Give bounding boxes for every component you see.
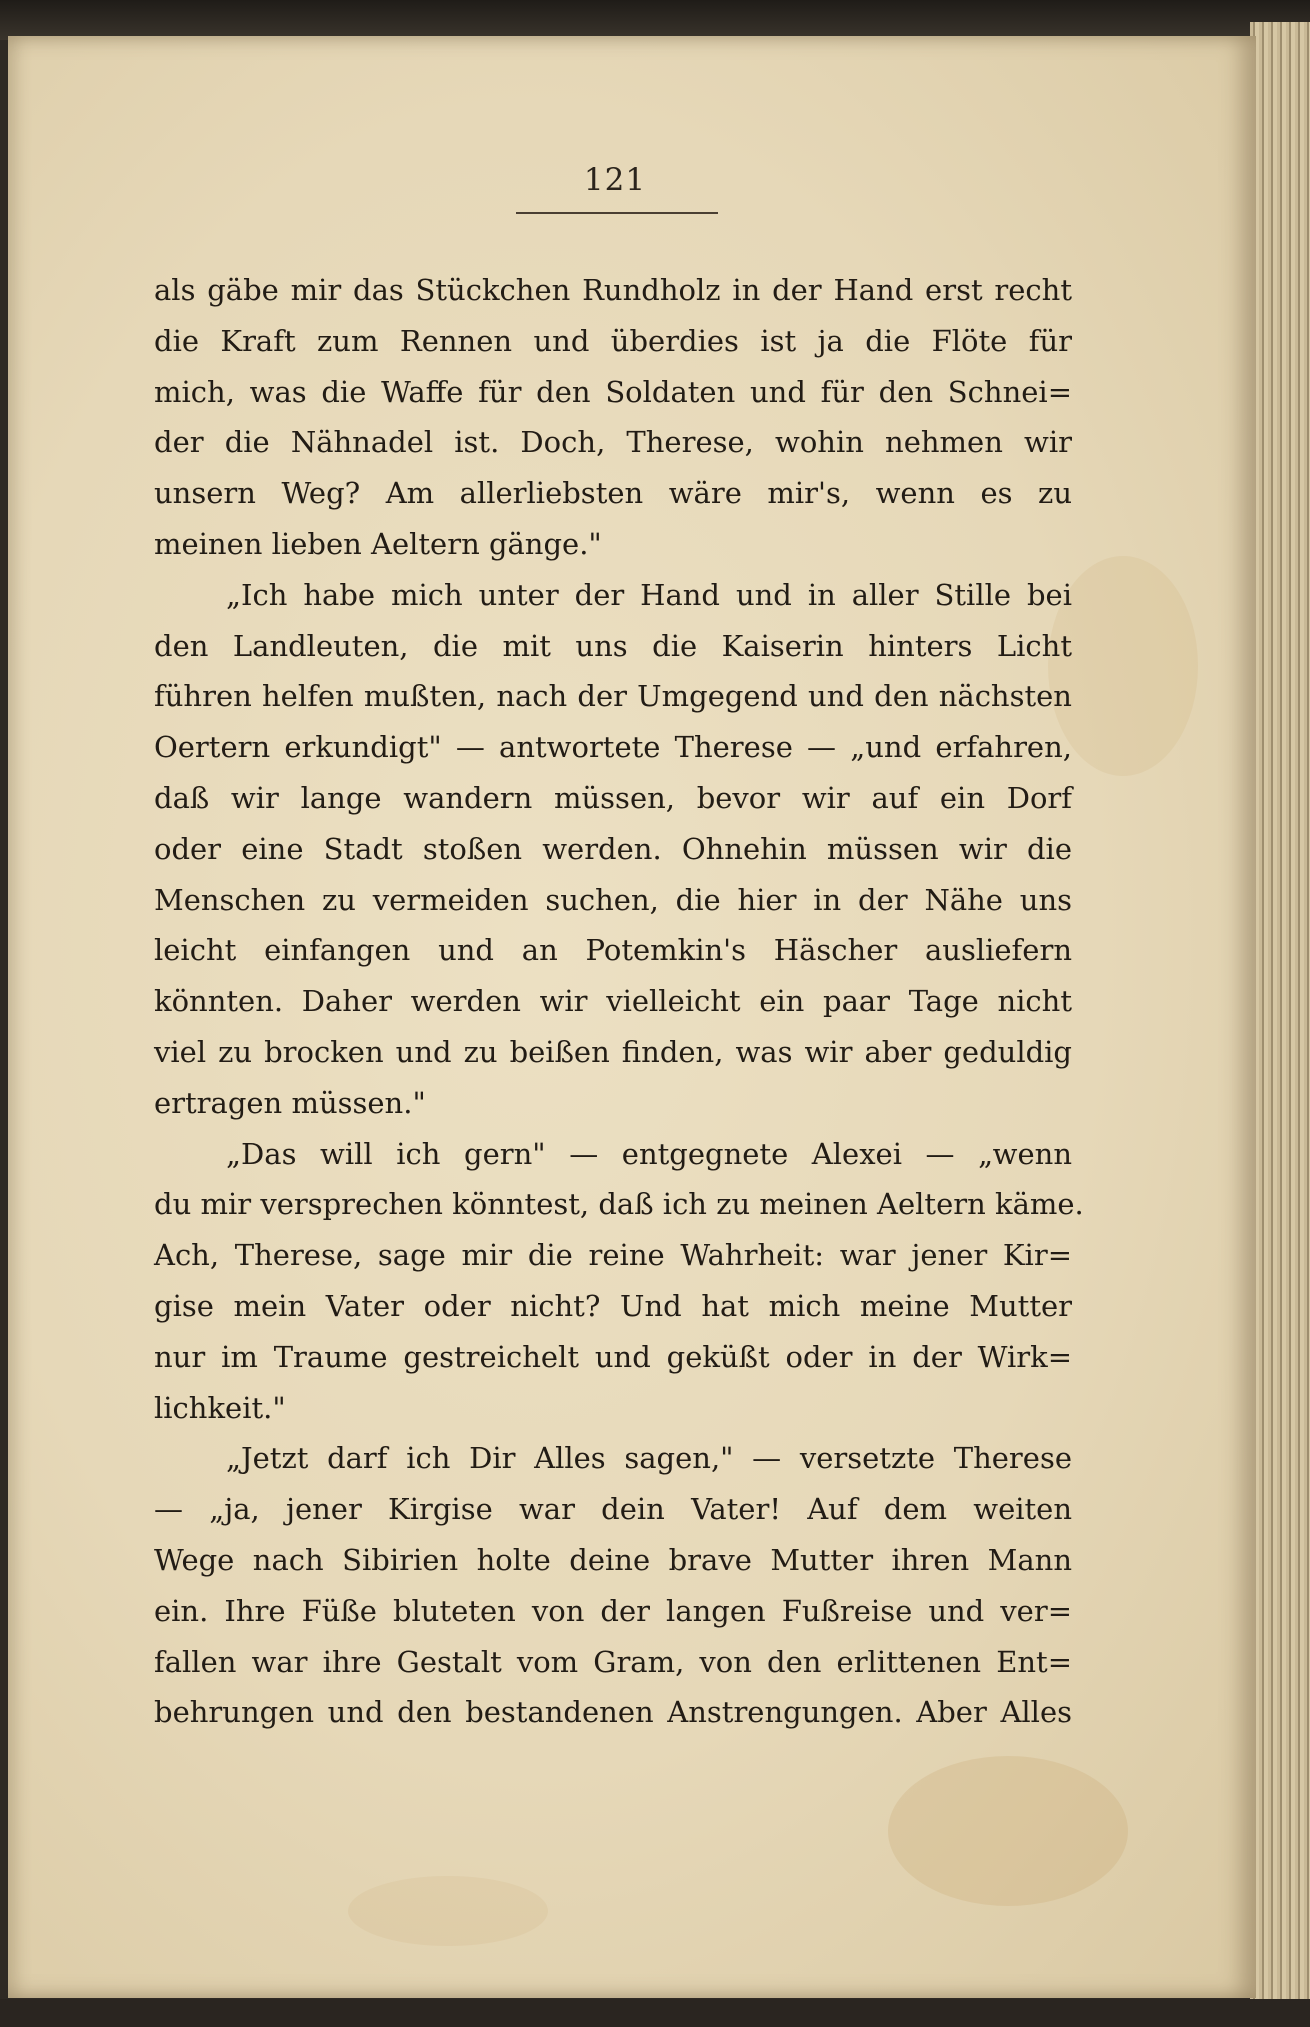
text-line: unsern Weg? Am allerliebsten wäre mir's, wenn es zu xyxy=(154,476,1072,511)
text-line: den Landleuten, die mit uns die Kaiserin hinters Licht xyxy=(154,628,1072,663)
book-cover-bottom-edge xyxy=(0,1999,1310,2027)
book-cover-top-edge xyxy=(0,0,1310,40)
text-line: der die Nähnadel ist. Doch, Therese, wohin nehmen wir xyxy=(154,425,1072,460)
paper-stain xyxy=(888,1756,1128,1906)
text-line: ertragen müssen." xyxy=(154,1085,426,1120)
text-line: „Ich habe mich unter der Hand und in aller Stille bei xyxy=(226,577,1072,612)
text-line: Menschen zu vermeiden suchen, die hier in der Nähe uns xyxy=(154,882,1072,917)
page-stack-edge xyxy=(1250,22,1310,2007)
text-line: nur im Traume gestreichelt und geküßt oder in der Wirk= xyxy=(154,1339,1072,1374)
text-line: fallen war ihre Gestalt vom Gram, von den erlittenen Ent= xyxy=(154,1644,1072,1679)
text-line: viel zu brocken und zu beißen finden, was wir aber geduldig xyxy=(154,1034,1072,1069)
text-line: die Kraft zum Rennen und überdies ist ja die Flöte für xyxy=(154,323,1072,358)
text-line: lichkeit." xyxy=(154,1390,286,1425)
text-line: Wege nach Sibirien holte deine brave Mutter ihren Mann xyxy=(154,1542,1072,1577)
text-line: daß wir lange wandern müssen, bevor wir auf ein Dorf xyxy=(154,780,1072,815)
body-text xyxy=(154,265,1084,1738)
text-line: du mir versprechen könntest, daß ich zu meinen Aeltern käme. xyxy=(154,1187,1084,1222)
text-line: Ach, Therese, sage mir die reine Wahrheit: war jener Kir= xyxy=(154,1238,1072,1273)
text-line: ein. Ihre Füße bluteten von der langen Fußreise und ver= xyxy=(154,1593,1072,1628)
text-line: Oertern erkundigt" — antwortete Therese — „und erfahren, xyxy=(154,730,1072,765)
text-line: als gäbe mir das Stückchen Rundholz in der Hand erst recht xyxy=(154,273,1072,307)
text-line: führen helfen mußten, nach der Umgegend und den nächsten xyxy=(154,679,1072,714)
text-line: „Das will ich gern" — entgegnete Alexei — „wenn xyxy=(226,1136,1072,1171)
page-number: 121 xyxy=(583,162,647,198)
text-line: meinen lieben Aeltern gänge." xyxy=(154,526,602,561)
text-line: „Jetzt darf ich Dir Alles sagen," — versetzte Therese xyxy=(226,1441,1072,1476)
text-line: könnten. Daher werden wir vielleicht ein paar Tage nicht xyxy=(154,984,1072,1019)
paper-stain xyxy=(348,1876,548,1946)
header-rule xyxy=(516,212,718,214)
text-line: mich, was die Waffe für den Soldaten und für den Schnei= xyxy=(154,374,1072,409)
text-line: gise mein Vater oder nicht? Und hat mich meine Mutter xyxy=(154,1288,1072,1323)
text-line: leicht einfangen und an Potemkin's Häscher ausliefern xyxy=(154,933,1072,968)
text-line: — „ja, jener Kirgise war dein Vater! Auf dem weiten xyxy=(154,1492,1072,1527)
text-line: behrungen und den bestandenen Anstrengungen. Aber Alles xyxy=(154,1695,1072,1730)
text-line: oder eine Stadt stoßen werden. Ohnehin müssen wir die xyxy=(154,831,1072,866)
